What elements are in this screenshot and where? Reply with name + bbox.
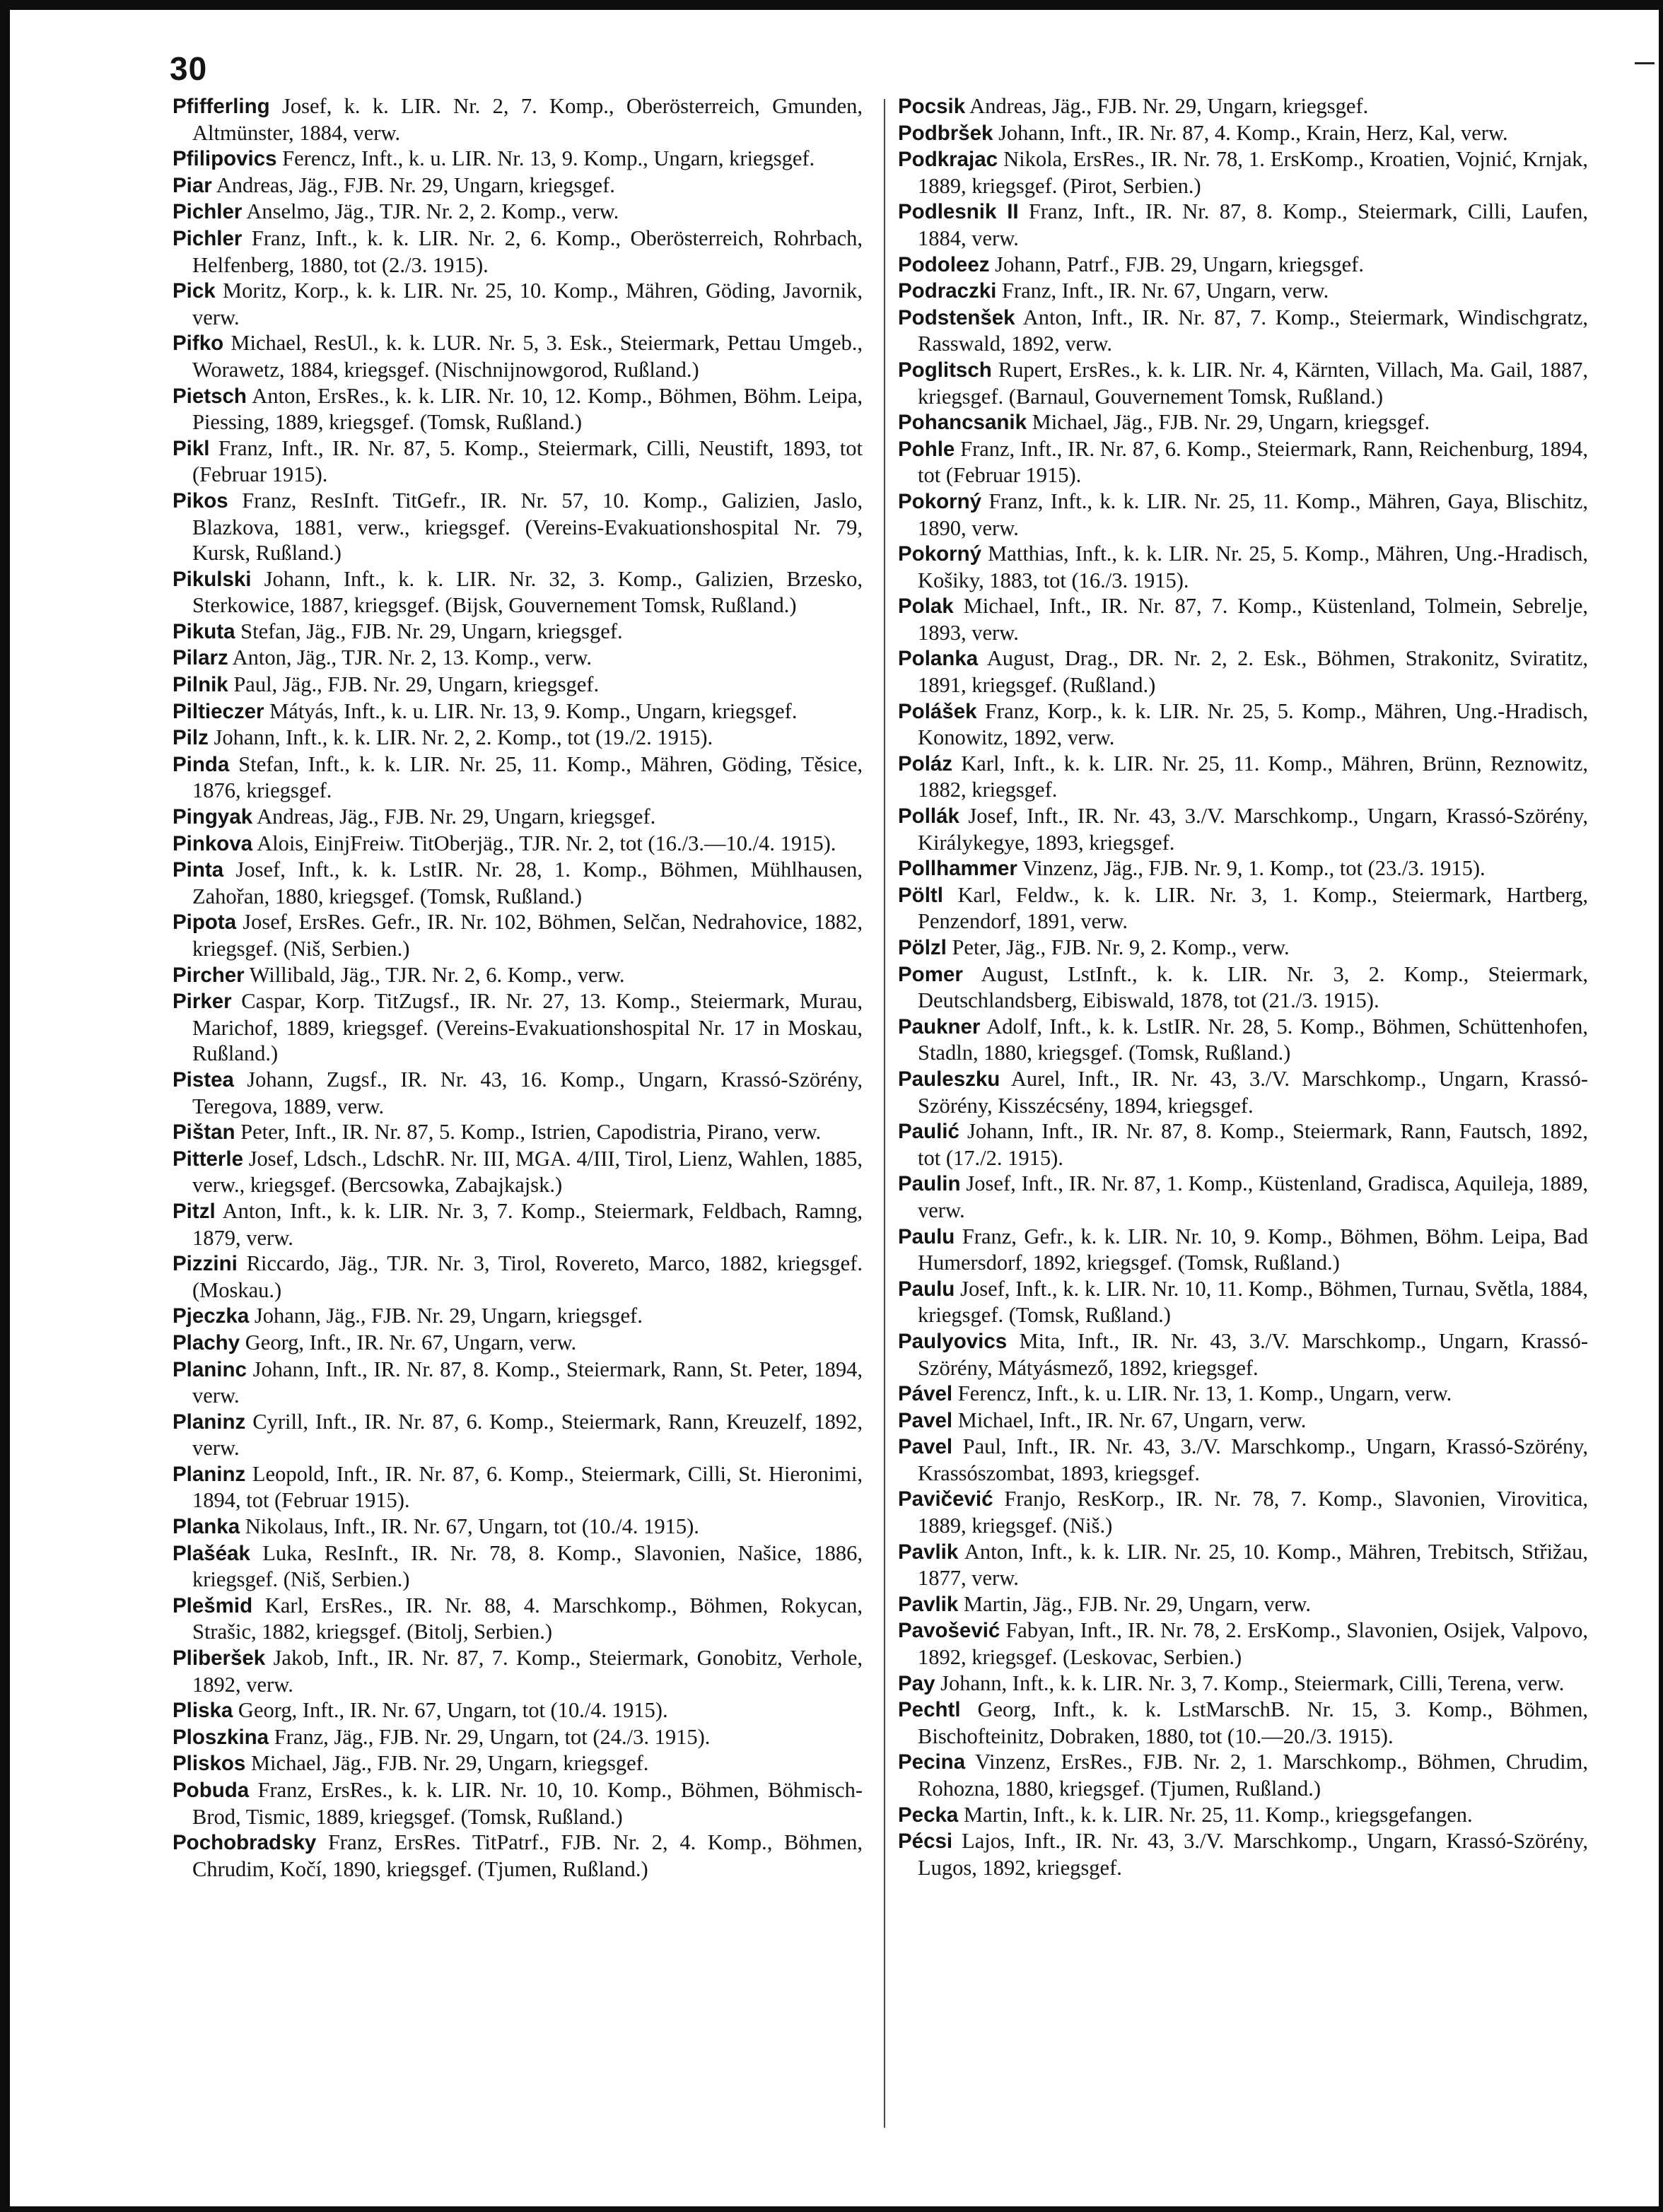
register-entry xyxy=(173,1146,863,1198)
entry-details: Johann, Inft., k. k. LIR. Nr. 2, 2. Komp., tot (19./2. 1915). xyxy=(208,725,713,750)
register-entry xyxy=(898,541,1588,593)
entry-details: Franz, Inft., IR. Nr. 87, 6. Komp., Steiermark, Rann, Reichenburg, 1894, tot (Februar 1915). xyxy=(918,436,1588,488)
register-entry xyxy=(898,935,1588,961)
entry-surname: Podbršek xyxy=(898,121,993,145)
register-entry xyxy=(173,831,863,858)
entry-details: Georg, Inft., IR. Nr. 67, Ungarn, verw. xyxy=(240,1330,577,1354)
entry-surname: Podoleez xyxy=(898,252,990,276)
entry-details: Karl, Inft., k. k. LIR. Nr. 25, 11. Komp., Mähren, Brünn, Reznowitz, 1882, kriegsgef. xyxy=(918,751,1588,802)
entry-details: Johann, Inft., k. k. LIR. Nr. 32, 3. Komp., Galizien, Brzesko, Sterkowice, 1887, kriegsgef. (Bijsk, Gouvernement Tomsk, Rußland.) xyxy=(192,566,863,618)
entry-surname: Pick xyxy=(173,279,216,303)
register-entry xyxy=(898,645,1588,698)
entry-details: Franz, Inft., k. k. LIR. Nr. 2, 6. Komp., Oberösterreich, Rohrbach, Helfenberg, 1880, tot (2./3. 1915). xyxy=(192,226,863,277)
entry-surname: Pollhammer xyxy=(898,857,1017,881)
entry-surname: Pircher xyxy=(173,963,245,987)
entry-details: Franz, Korp., k. k. LIR. Nr. 25, 5. Komp., Mähren, Ung.-Hradisch, Konowitz, 1892, verw. xyxy=(918,698,1588,750)
entry-surname: Polášek xyxy=(898,699,977,723)
entry-details: August, Drag., DR. Nr. 2, 2. Esk., Böhmen, Strakonitz, Sviratitz, 1891, kriegsgef. (Rußland.) xyxy=(918,646,1588,698)
entry-details: Josef, Inft., IR. Nr. 87, 1. Komp., Küstenland, Gradisca, Aquileja, 1889, verw. xyxy=(918,1171,1588,1222)
register-entry xyxy=(173,146,863,172)
entry-surname: Pavičević xyxy=(898,1487,993,1511)
register-entry xyxy=(898,93,1588,120)
register-entry xyxy=(173,1119,863,1146)
entry-details: Paul, Inft., IR. Nr. 43, 3./V. Marschkomp., Ungarn, Krassó-Szörény, Krassószombat, 1893, kriegsgef. xyxy=(918,1434,1588,1485)
entry-details: Franz, ErsRes. TitPatrf., FJB. Nr. 2, 4. Komp., Böhmen, Chrudim, Kočí, 1890, kriegsgef. (Tjumen, Rußland.) xyxy=(192,1830,863,1881)
entry-surname: Polak xyxy=(898,595,954,619)
entry-surname: Pechtl xyxy=(898,1698,961,1722)
entry-details: Franz, Inft., IR. Nr. 87, 8. Komp., Steiermark, Cilli, Laufen, 1884, verw. xyxy=(918,199,1588,250)
entry-surname: Pauleszku xyxy=(898,1067,1000,1091)
register-entry xyxy=(173,1750,863,1777)
register-entry xyxy=(173,1645,863,1697)
entry-surname: Pichler xyxy=(173,200,243,224)
entry-details: Matthias, Inft., k. k. LIR. Nr. 25, 5. Komp., Mähren, Ung.-Hradisch, Košiky, 1883, tot (16./3. 1915). xyxy=(918,542,1588,592)
entry-surname: Paulyovics xyxy=(898,1329,1008,1353)
register-entry xyxy=(898,120,1588,147)
entry-details: Michael, Jäg., FJB. Nr. 29, Ungarn, kriegsgef. xyxy=(245,1751,649,1776)
entry-details: Alois, EinjFreiw. TitOberjäg., TJR. Nr. 2, tot (16./3.—10./4. 1915). xyxy=(252,831,836,855)
entry-details: Franz, Inft., IR. Nr. 87, 5. Komp., Steiermark, Cilli, Neustift, 1893, tot (Februar 1915). xyxy=(192,435,863,487)
register-entry xyxy=(898,278,1588,305)
register-entry xyxy=(898,1617,1588,1670)
entry-details: Moritz, Korp., k. k. LIR. Nr. 25, 10. Komp., Mähren, Göding, Javornik, verw. xyxy=(192,279,863,329)
entry-surname: Plachy xyxy=(173,1330,240,1354)
entry-surname: Pietsch xyxy=(173,384,247,408)
entry-surname: Pável xyxy=(898,1382,953,1406)
entry-details: Anton, Inft., k. k. LIR. Nr. 3, 7. Komp., Steiermark, Feldbach, Ramng, 1879, verw. xyxy=(192,1198,863,1250)
right-column xyxy=(898,93,1588,2136)
register-entry xyxy=(173,698,863,725)
entry-surname: Pikuta xyxy=(173,619,235,643)
entry-details: Peter, Inft., IR. Nr. 87, 5. Komp., Istrien, Capodistria, Pirano, verw. xyxy=(235,1120,822,1145)
register-entry xyxy=(898,1749,1588,1801)
register-entry xyxy=(898,593,1588,645)
entry-surname: Pištan xyxy=(173,1120,235,1145)
entry-surname: Pavlik xyxy=(898,1540,959,1564)
entry-surname: Pokorný xyxy=(898,542,982,566)
entry-surname: Paulu xyxy=(898,1224,955,1248)
entry-surname: Pilnik xyxy=(173,673,228,697)
entry-details: Johann, Zugsf., IR. Nr. 43, 16. Komp., Ungarn, Krassó-Szörény, Teregova, 1889, verw. xyxy=(192,1067,863,1118)
register-entry xyxy=(173,1777,863,1830)
entry-surname: Pikl xyxy=(173,436,210,460)
register-entry xyxy=(898,1171,1588,1223)
register-entry xyxy=(898,855,1588,882)
entry-surname: Paukner xyxy=(898,1014,981,1038)
register-entry xyxy=(173,672,863,698)
entry-surname: Podraczki xyxy=(898,279,997,303)
entry-details: Anton, ErsRes., k. k. LIR. Nr. 10, 12. Komp., Böhmen, Böhm. Leipa, Piessing, 1889, kriegsgef. (Tomsk, Rußland.) xyxy=(192,383,863,435)
register-entry xyxy=(173,1303,863,1330)
register-entry xyxy=(173,1461,863,1514)
entry-details: Riccardo, Jäg., TJR. Nr. 3, Tirol, Rovereto, Marco, 1882, kriegsgef. (Moskau.) xyxy=(192,1251,863,1302)
entry-surname: Polanka xyxy=(898,647,979,671)
entry-surname: Poglitsch xyxy=(898,358,992,382)
entry-details: Georg, Inft., k. k. LstMarschB. Nr. 15, 3. Komp., Böhmen, Bischofteinitz, Dobraken, 1880, tot (10.—20./3. 1915). xyxy=(918,1697,1588,1748)
entry-surname: Pokorný xyxy=(898,489,982,513)
register-entry xyxy=(898,436,1588,488)
entry-surname: Pay xyxy=(898,1671,935,1695)
left-column xyxy=(173,93,863,2136)
register-entry xyxy=(173,1409,863,1461)
entry-details: Michael, Inft., IR. Nr. 87, 7. Komp., Küstenland, Tolmein, Sebrelje, 1893, verw. xyxy=(918,594,1588,645)
register-entry xyxy=(173,1593,863,1645)
entry-surname: Pécsi xyxy=(898,1830,953,1854)
entry-details: Josef, k. k. LIR. Nr. 2, 7. Komp., Oberösterreich, Gmunden, Altmünster, 1884, verw. xyxy=(192,94,863,145)
entry-details: Johann, Inft., k. k. LIR. Nr. 3, 7. Komp., Steiermark, Cilli, Terena, verw. xyxy=(935,1670,1565,1695)
register-entry xyxy=(898,1802,1588,1829)
register-entry xyxy=(173,199,863,226)
register-entry xyxy=(173,1251,863,1303)
register-entry xyxy=(173,1330,863,1357)
column-divider xyxy=(884,99,885,2128)
entry-surname: Pilz xyxy=(173,726,209,750)
entry-details: Michael, Jäg., FJB. Nr. 29, Ungarn, kriegsgef. xyxy=(1026,410,1430,435)
entry-surname: Pocsik xyxy=(898,95,966,118)
entry-details: Josef, ErsRes. Gefr., IR. Nr. 102, Böhmen, Selčan, Nedrahovice, 1882, kriegsgef. (Niš, Serbien.) xyxy=(192,910,863,961)
entry-surname: Pingyak xyxy=(173,805,253,829)
entry-surname: Podstenšek xyxy=(898,305,1015,329)
entry-details: Martin, Inft., k. k. LIR. Nr. 25, 11. Komp., kriegsgefangen. xyxy=(958,1802,1473,1827)
entry-details: Anselmo, Jäg., TJR. Nr. 2, 2. Komp., verw. xyxy=(242,199,619,224)
register-entry xyxy=(173,172,863,199)
edge-mark xyxy=(1635,62,1655,64)
register-entry xyxy=(173,909,863,961)
entry-details: Franz, ErsRes., k. k. LIR. Nr. 10, 10. Komp., Böhmen, Böhmisch-Brod, Tismic, 1889, kriegsgef. (Tomsk, Rußland.) xyxy=(192,1778,863,1829)
register-entry xyxy=(173,725,863,751)
register-entry xyxy=(173,1830,863,1882)
register-entry xyxy=(173,93,863,146)
register-entry xyxy=(173,1357,863,1409)
entry-details: Johann, Patrf., FJB. 29, Ungarn, kriegsgef. xyxy=(989,252,1364,276)
entry-surname: Podlesnik II xyxy=(898,200,1019,224)
entry-details: Stefan, Jäg., FJB. Nr. 29, Ungarn, kriegsgef. xyxy=(235,619,623,643)
register-entry xyxy=(898,409,1588,436)
register-entry xyxy=(173,566,863,619)
entry-surname: Poláz xyxy=(898,751,953,776)
register-entry xyxy=(173,804,863,831)
register-entry xyxy=(898,1670,1588,1697)
entry-details: Johann, Jäg., FJB. Nr. 29, Ungarn, kriegsgef. xyxy=(249,1304,643,1328)
entry-surname: Planinz xyxy=(173,1462,246,1486)
entry-details: Franz, Jäg., FJB. Nr. 29, Ungarn, tot (24./3. 1915). xyxy=(269,1724,711,1749)
entry-details: Georg, Inft., IR. Nr. 67, Ungarn, tot (10./4. 1915). xyxy=(233,1698,668,1723)
entry-details: Mátyás, Inft., k. u. LIR. Nr. 13, 9. Komp., Ungarn, kriegsgef. xyxy=(264,698,798,723)
entry-surname: Pollák xyxy=(898,804,959,829)
entry-surname: Pikulski xyxy=(173,567,252,591)
entry-details: Stefan, Inft., k. k. LIR. Nr. 25, 11. Komp., Mähren, Göding, Těsice, 1876, kriegsgef. xyxy=(192,751,863,803)
register-entry xyxy=(898,1697,1588,1749)
entry-details: Johann, Inft., IR. Nr. 87, 4. Komp., Krain, Herz, Kal, verw. xyxy=(993,120,1508,145)
entry-details: Franjo, ResKorp., IR. Nr. 78, 7. Komp., Slavonien, Virovitica, 1889, kriegsgef. (Niš.) xyxy=(918,1487,1588,1538)
register-entry xyxy=(898,698,1588,751)
entry-details: Ferencz, Inft., k. u. LIR. Nr. 13, 9. Komp., Ungarn, kriegsgef. xyxy=(276,146,815,171)
entry-surname: Pochobradsky xyxy=(173,1831,317,1855)
entry-details: Luka, ResInft., IR. Nr. 78, 8. Komp., Slavonien, Našice, 1886, kriegsgef. (Niš, Serbien.) xyxy=(192,1540,863,1592)
entry-surname: Pikos xyxy=(173,488,228,513)
entry-details: Martin, Jäg., FJB. Nr. 29, Ungarn, verw. xyxy=(958,1591,1311,1616)
entry-details: Josef, Inft., k. k. LIR. Nr. 10, 11. Komp., Böhmen, Turnau, Světla, 1884, kriegsgef. (Tomsk, Rußland.) xyxy=(918,1276,1588,1328)
entry-details: Nikolaus, Inft., IR. Nr. 67, Ungarn, tot (10./4. 1915). xyxy=(240,1514,699,1539)
entry-surname: Ploszkina xyxy=(173,1725,269,1749)
register-entry xyxy=(173,330,863,382)
entry-details: Franz, ResInft. TitGefr., IR. Nr. 57, 10. Komp., Galizien, Jaslo, Blazkova, 1881, verw., kriegsgef. (Vereins-Evakuationshospital Nr. 79, Kursk, Rußland.) xyxy=(192,488,863,566)
entry-details: Michael, Inft., IR. Nr. 67, Ungarn, verw. xyxy=(952,1408,1307,1432)
register-entry xyxy=(898,1014,1588,1066)
register-entry xyxy=(898,961,1588,1014)
register-entry xyxy=(898,1276,1588,1328)
entry-surname: Planka xyxy=(173,1515,240,1539)
register-entry xyxy=(173,857,863,909)
entry-details: Paul, Jäg., FJB. Nr. 29, Ungarn, kriegsgef. xyxy=(228,672,600,697)
register-entry xyxy=(173,383,863,435)
register-entry xyxy=(898,1434,1588,1486)
entry-surname: Pjeczka xyxy=(173,1304,250,1328)
entry-surname: Pohancsanik xyxy=(898,411,1027,435)
entry-details: Anton, Inft., IR. Nr. 87, 7. Komp., Steiermark, Windischgratz, Rasswald, 1892, verw. xyxy=(918,305,1588,356)
register-entry xyxy=(898,751,1588,803)
register-entry xyxy=(173,751,863,804)
register-entry xyxy=(898,146,1588,199)
entry-surname: Pöltl xyxy=(898,883,943,907)
register-entry xyxy=(898,357,1588,409)
entry-details: Rupert, ErsRes., k. k. LIR. Nr. 4, Kärnten, Villach, Ma. Gail, 1887, kriegsgef. (Barnaul, Gouvernement Tomsk, Rußland.) xyxy=(918,357,1588,409)
entry-details: Josef, Inft., k. k. LstIR. Nr. 28, 1. Komp., Böhmen, Mühlhausen, Zahořan, 1880, kriegsgef. (Tomsk, Rußland.) xyxy=(192,858,863,908)
scan-border-bottom xyxy=(0,2206,1663,2212)
entry-details: Fabyan, Inft., IR. Nr. 78, 2. ErsKomp., Slavonien, Osijek, Valpovo, 1892, kriegsgef. (Leskovac, Serbien.) xyxy=(918,1618,1588,1670)
register-entry xyxy=(898,882,1588,935)
entry-surname: Pecka xyxy=(898,1803,959,1827)
entry-details: Caspar, Korp. TitZugsf., IR. Nr. 27, 13. Komp., Steiermark, Murau, Marichof, 1889, kriegsgef. (Vereins-Evakuationshospital Nr. 17 in Moskau, Rußland.) xyxy=(192,989,863,1066)
entry-surname: Pinkova xyxy=(173,831,253,855)
register-entry xyxy=(173,962,863,989)
page-number: 30 xyxy=(170,50,208,87)
entry-details: Anton, Inft., k. k. LIR. Nr. 25, 10. Komp., Mähren, Trebitsch, Střižau, 1877, verw. xyxy=(918,1539,1588,1591)
register-entry xyxy=(173,1697,863,1724)
entry-details: Andreas, Jäg., FJB. Nr. 29, Ungarn, kriegsgef. xyxy=(252,804,656,829)
entry-surname: Pfilipovics xyxy=(173,147,277,171)
register-entry xyxy=(173,1540,863,1593)
entry-surname: Piar xyxy=(173,173,212,197)
entry-surname: Paulin xyxy=(898,1172,961,1196)
register-entry xyxy=(898,1381,1588,1408)
entry-surname: Pitterle xyxy=(173,1147,244,1171)
entry-surname: Pecina xyxy=(898,1750,966,1774)
register-entry xyxy=(173,619,863,645)
entry-details: Adolf, Inft., k. k. LstIR. Nr. 28, 5. Komp., Böhmen, Schüttenhofen, Stadln, 1880, kriegsgef. (Tomsk, Rußland.) xyxy=(918,1014,1588,1065)
entry-surname: Podkrajac xyxy=(898,148,998,172)
entry-surname: Plešmid xyxy=(173,1593,253,1617)
register-entry xyxy=(898,1539,1588,1591)
register-entry xyxy=(898,199,1588,251)
register-entry xyxy=(173,988,863,1067)
entry-details: Johann, Inft., IR. Nr. 87, 8. Komp., Steiermark, Rann, St. Peter, 1894, verw. xyxy=(192,1357,863,1408)
entry-details: Franz, Inft., IR. Nr. 67, Ungarn, verw. xyxy=(996,279,1329,303)
entry-details: Karl, Feldw., k. k. LIR. Nr. 3, 1. Komp., Steiermark, Hartberg, Penzendorf, 1891, verw. xyxy=(918,882,1588,934)
register-entry xyxy=(898,1828,1588,1880)
entry-surname: Planinc xyxy=(173,1357,247,1381)
entry-surname: Pitzl xyxy=(173,1199,216,1223)
entry-details: Cyrill, Inft., IR. Nr. 87, 6. Komp., Steiermark, Rann, Kreuzelf, 1892, verw. xyxy=(192,1409,863,1461)
register-entry xyxy=(898,305,1588,357)
register-entry xyxy=(898,1224,1588,1276)
register-entry xyxy=(173,1198,863,1251)
entry-surname: Planinz xyxy=(173,1410,246,1434)
entry-surname: Pifko xyxy=(173,332,224,356)
entry-surname: Pinda xyxy=(173,752,230,776)
scan-border-left xyxy=(0,0,10,2212)
entry-details: Andreas, Jäg., FJB. Nr. 29, Ungarn, kriegsgef. xyxy=(965,94,1369,118)
entry-surname: Pavošević xyxy=(898,1619,1000,1643)
entry-details: Peter, Jäg., FJB. Nr. 9, 2. Komp., verw. xyxy=(946,935,1290,959)
scan-border-top xyxy=(0,0,1663,10)
entry-details: Andreas, Jäg., FJB. Nr. 29, Ungarn, kriegsgef. xyxy=(211,172,615,197)
entry-surname: Pobuda xyxy=(173,1779,250,1802)
entry-details: Karl, ErsRes., IR. Nr. 88, 4. Marschkomp., Böhmen, Rokycan, Strašic, 1882, kriegsgef. (Bitolj, Serbien.) xyxy=(192,1593,863,1644)
register-entry xyxy=(898,1066,1588,1118)
entry-surname: Pölzl xyxy=(898,936,947,959)
entry-details: Josef, Inft., IR. Nr. 43, 3./V. Marschkomp., Ungarn, Krassó-Szörény, Királykegye, 1893, kriegsgef. xyxy=(918,804,1588,855)
entry-surname: Paulu xyxy=(898,1277,955,1301)
entry-details: Franz, Inft., k. k. LIR. Nr. 25, 11. Komp., Mähren, Gaya, Blischitz, 1890, verw. xyxy=(918,488,1588,540)
entry-surname: Pichler xyxy=(173,226,243,250)
entry-details: Vinzenz, Jäg., FJB. Nr. 9, 1. Komp., tot (23./3. 1915). xyxy=(1017,856,1486,881)
register-entry xyxy=(173,1514,863,1540)
entry-details: Lajos, Inft., IR. Nr. 43, 3./V. Marschkomp., Ungarn, Krassó-Szörény, Lugos, 1892, kriegsgef. xyxy=(918,1829,1588,1880)
entry-details: Michael, ResUl., k. k. LUR. Nr. 5, 3. Esk., Steiermark, Pettau Umgeb., Worawetz, 1884, kriegsgef. (Nischnijnowgorod, Rußland.) xyxy=(192,331,863,382)
entry-details: Johann, Inft., IR. Nr. 87, 8. Komp., Steiermark, Rann, Fautsch, 1892, tot (17./2. 1915). xyxy=(918,1119,1588,1170)
register-entry xyxy=(898,1591,1588,1618)
entry-details: Willibald, Jäg., TJR. Nr. 2, 6. Komp., verw. xyxy=(244,962,625,987)
register-entry xyxy=(173,226,863,278)
entry-surname: Pinta xyxy=(173,858,224,882)
entry-surname: Pipota xyxy=(173,911,237,935)
register-entry xyxy=(898,488,1588,541)
register-entry xyxy=(173,1724,863,1751)
entry-surname: Pfifferling xyxy=(173,95,270,118)
register-entry xyxy=(898,1486,1588,1538)
entry-details: Mita, Inft., IR. Nr. 43, 3./V. Marschkomp., Ungarn, Krassó-Szörény, Mátyásmező, 1892, kriegsgef. xyxy=(918,1328,1588,1380)
register-entry xyxy=(173,488,863,566)
entry-surname: Pavel xyxy=(898,1435,953,1459)
entry-details: Leopold, Inft., IR. Nr. 87, 6. Komp., Steiermark, Cilli, St. Hieronimi, 1894, tot (Februar 1915). xyxy=(192,1461,863,1513)
entry-details: Aurel, Inft., IR. Nr. 43, 3./V. Marschkomp., Ungarn, Krassó-Szörény, Kisszécsény, 1894, kriegsgef. xyxy=(918,1066,1588,1118)
entry-details: Vinzenz, ErsRes., FJB. Nr. 2, 1. Marschkomp., Böhmen, Chrudim, Rohozna, 1880, kriegsgef. (Tjumen, Rußland.) xyxy=(918,1750,1588,1801)
entry-surname: Pizzini xyxy=(173,1252,238,1276)
entry-surname: Pliska xyxy=(173,1699,233,1723)
entry-surname: Piltieczer xyxy=(173,699,264,723)
register-entry xyxy=(898,803,1588,855)
register-entry xyxy=(173,1067,863,1119)
register-entry xyxy=(173,435,863,488)
register-entry xyxy=(898,252,1588,279)
entry-surname: Pohle xyxy=(898,437,955,461)
entry-surname: Pilarz xyxy=(173,646,228,670)
entry-surname: Paulić xyxy=(898,1120,959,1144)
entry-surname: Pliskos xyxy=(173,1752,246,1776)
register-entry xyxy=(898,1118,1588,1171)
register-entry xyxy=(898,1408,1588,1434)
entry-surname: Plašéak xyxy=(173,1541,250,1565)
scan-border-right xyxy=(1659,0,1663,2212)
entry-surname: Pirker xyxy=(173,990,232,1014)
entry-surname: Pavel xyxy=(898,1408,953,1432)
entry-details: Anton, Jäg., TJR. Nr. 2, 13. Komp., verw. xyxy=(228,645,592,670)
entry-details: Ferencz, Inft., k. u. LIR. Nr. 13, 1. Komp., Ungarn, verw. xyxy=(952,1381,1452,1406)
entry-details: Nikola, ErsRes., IR. Nr. 78, 1. ErsKomp., Kroatien, Vojnić, Krnjak, 1889, kriegsgef. (Pirot, Serbien.) xyxy=(918,147,1588,198)
entry-details: Franz, Gefr., k. k. LIR. Nr. 10, 9. Komp., Böhmen, Böhm. Leipa, Bad Humersdorf, 1892, kriegsgef. (Tomsk, Rußland.) xyxy=(918,1224,1588,1275)
entry-details: Josef, Ldsch., LdschR. Nr. III, MGA. 4/III, Tirol, Lienz, Wahlen, 1885, verw., kriegsgef. (Bercsowka, Zabajkajsk.) xyxy=(192,1146,863,1198)
entry-surname: Pliberšek xyxy=(173,1646,266,1670)
entry-surname: Pistea xyxy=(173,1067,234,1092)
register-entry xyxy=(898,1328,1588,1381)
entry-surname: Pavlik xyxy=(898,1592,959,1616)
entry-surname: Pomer xyxy=(898,962,963,986)
register-entry xyxy=(173,278,863,330)
entry-details: Jakob, Inft., IR. Nr. 87, 7. Komp., Steiermark, Gonobitz, Verhole, 1892, verw. xyxy=(192,1646,863,1697)
entry-details: August, LstInft., k. k. LIR. Nr. 3, 2. Komp., Steiermark, Deutschlandsberg, Eibiswald, 1878, tot (21./3. 1915). xyxy=(918,961,1588,1013)
register-entry xyxy=(173,645,863,672)
